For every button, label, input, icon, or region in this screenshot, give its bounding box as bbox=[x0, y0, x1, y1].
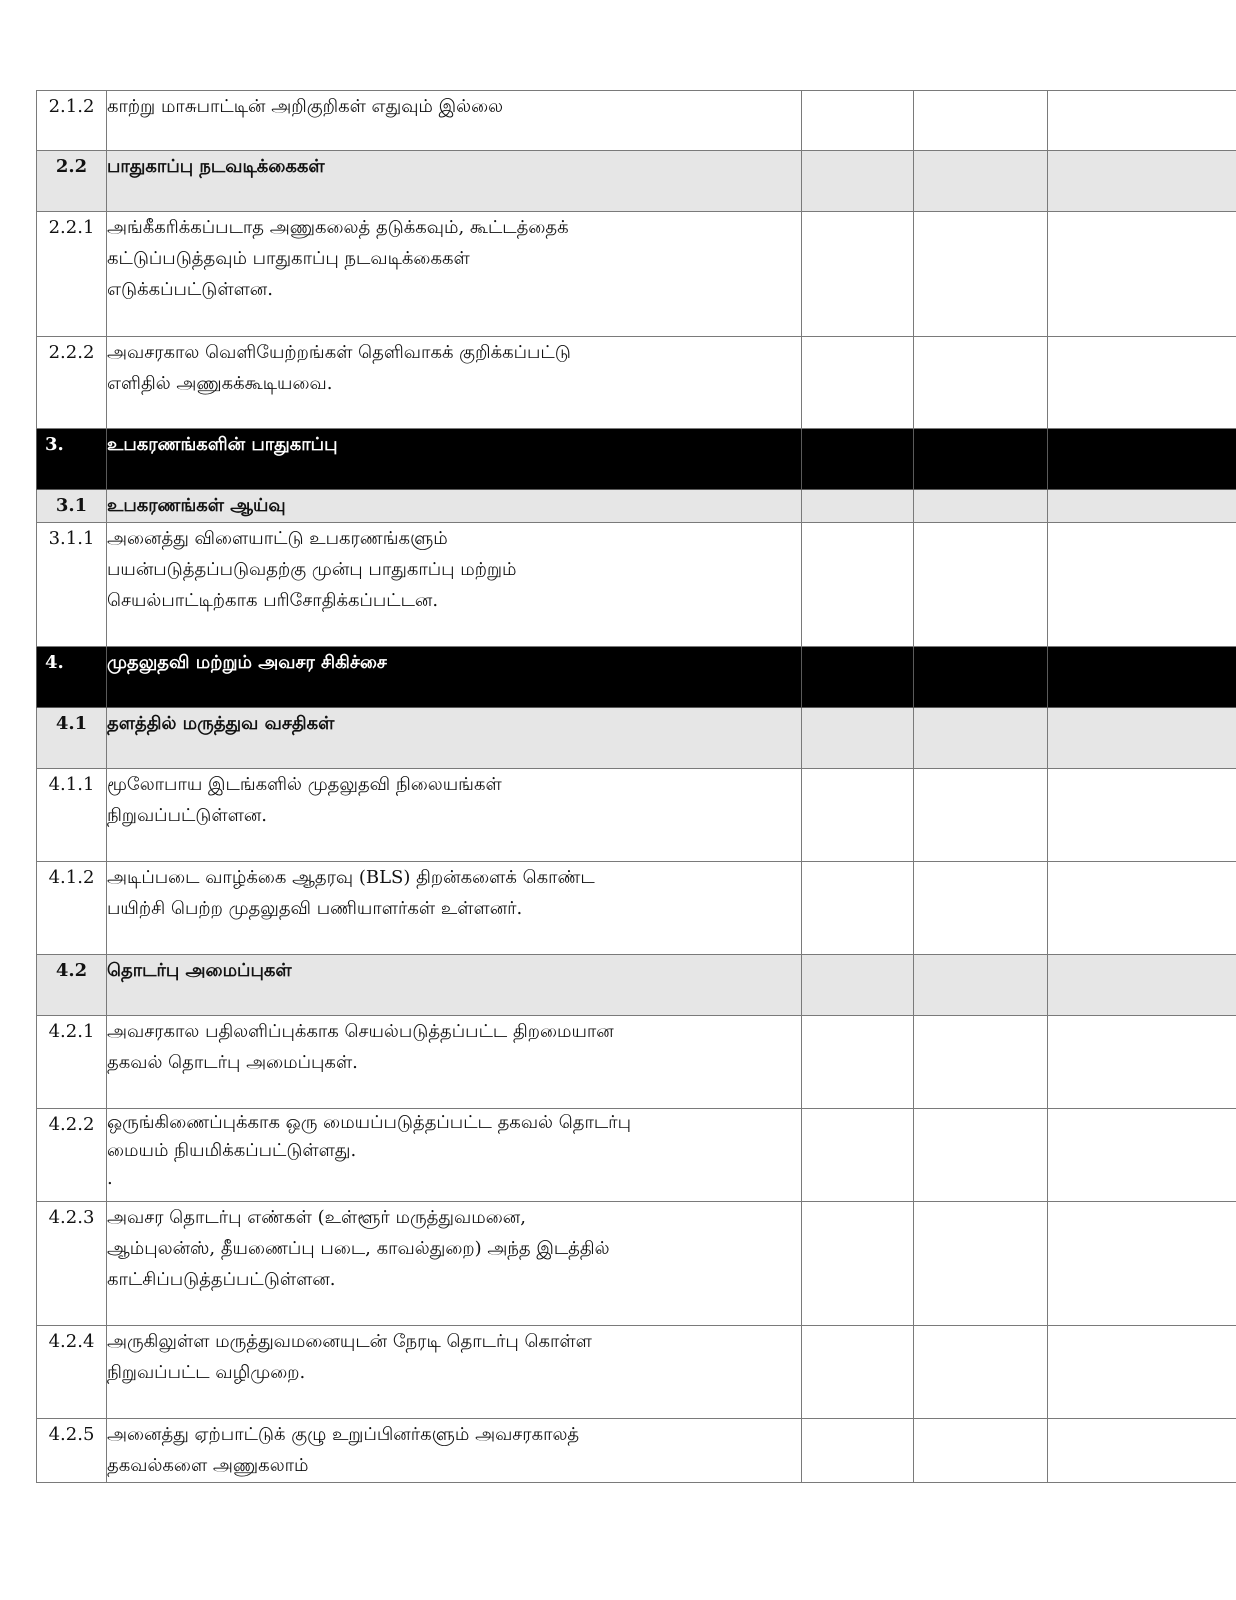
item-number: 2.1.2 bbox=[37, 91, 107, 151]
checklist-table bbox=[36, 90, 1236, 1483]
check-cell[interactable] bbox=[914, 862, 1048, 955]
check-cell[interactable] bbox=[914, 523, 1048, 647]
section-row bbox=[37, 429, 1236, 490]
table-row bbox=[37, 1326, 1236, 1419]
subsection-title: தளத்தில் மருத்துவ வசதிகள் bbox=[107, 708, 802, 769]
check-cell[interactable] bbox=[914, 1419, 1048, 1483]
table-row bbox=[37, 1016, 1236, 1109]
remarks-cell[interactable] bbox=[1048, 91, 1236, 151]
subsection-number: 4.2 bbox=[37, 955, 107, 1016]
remarks-cell bbox=[1048, 955, 1236, 1016]
check-cell[interactable] bbox=[914, 1202, 1048, 1326]
table-row bbox=[37, 337, 1236, 429]
table-row bbox=[37, 212, 1236, 337]
check-cell bbox=[802, 955, 914, 1016]
check-cell[interactable] bbox=[914, 337, 1048, 429]
subsection-row bbox=[37, 151, 1236, 212]
subsection-number: 2.2 bbox=[37, 151, 107, 212]
check-cell[interactable] bbox=[914, 212, 1048, 337]
item-number: 4.2.1 bbox=[37, 1016, 107, 1109]
item-text: அனைத்து விளையாட்டு உபகரணங்களும் பயன்படுத்தப்படுவதற்கு முன்பு பாதுகாப்பு மற்றும் செயல்பாட்டிற்காக பரிசோதிக்கப்பட்டன. bbox=[107, 523, 802, 647]
check-cell[interactable] bbox=[802, 1326, 914, 1419]
remarks-cell[interactable] bbox=[1048, 769, 1236, 862]
check-cell bbox=[914, 151, 1048, 212]
subsection-title: பாதுகாப்பு நடவடிக்கைகள் bbox=[107, 151, 802, 212]
remarks-cell[interactable] bbox=[1048, 1016, 1236, 1109]
check-cell[interactable] bbox=[802, 1202, 914, 1326]
check-cell[interactable] bbox=[914, 1016, 1048, 1109]
item-text: மூலோபாய இடங்களில் முதலுதவி நிலையங்கள் நிறுவப்பட்டுள்ளன. bbox=[107, 769, 802, 862]
table-row bbox=[37, 1419, 1236, 1483]
item-number: 4.2.4 bbox=[37, 1326, 107, 1419]
check-cell bbox=[802, 490, 914, 523]
section-fill-cell bbox=[914, 647, 1048, 708]
remarks-cell[interactable] bbox=[1048, 1326, 1236, 1419]
item-number: 4.2.3 bbox=[37, 1202, 107, 1326]
section-row bbox=[37, 647, 1236, 708]
check-cell[interactable] bbox=[802, 337, 914, 429]
section-fill-cell bbox=[914, 429, 1048, 490]
item-text: அவசரகால பதிலளிப்புக்காக செயல்படுத்தப்பட்ட திறமையான தகவல் தொடர்பு அமைப்புகள். bbox=[107, 1016, 802, 1109]
check-cell bbox=[914, 490, 1048, 523]
subsection-row bbox=[37, 708, 1236, 769]
check-cell[interactable] bbox=[802, 1109, 914, 1202]
item-number: 4.1.1 bbox=[37, 769, 107, 862]
remarks-cell[interactable] bbox=[1048, 337, 1236, 429]
item-text: அவசரகால வெளியேற்றங்கள் தெளிவாகக் குறிக்கப்பட்டு எளிதில் அணுகக்கூடியவை. bbox=[107, 337, 802, 429]
check-cell[interactable] bbox=[802, 212, 914, 337]
remarks-cell bbox=[1048, 490, 1236, 523]
section-fill-cell bbox=[1048, 429, 1236, 490]
item-number: 2.2.2 bbox=[37, 337, 107, 429]
check-cell bbox=[914, 708, 1048, 769]
item-number: 4.1.2 bbox=[37, 862, 107, 955]
section-title: முதலுதவி மற்றும் அவசர சிகிச்சை bbox=[107, 647, 802, 708]
remarks-cell bbox=[1048, 708, 1236, 769]
table-row bbox=[37, 862, 1236, 955]
item-text: அனைத்து ஏற்பாட்டுக் குழு உறுப்பினர்களும் அவசரகாலத் தகவல்களை அணுகலாம் bbox=[107, 1419, 802, 1483]
table-row bbox=[37, 523, 1236, 647]
check-cell[interactable] bbox=[802, 769, 914, 862]
remarks-cell[interactable] bbox=[1048, 523, 1236, 647]
subsection-row bbox=[37, 955, 1236, 1016]
section-number: 4. bbox=[37, 647, 107, 708]
remarks-cell[interactable] bbox=[1048, 1109, 1236, 1202]
check-cell[interactable] bbox=[914, 91, 1048, 151]
item-text: அங்கீகரிக்கப்படாத அணுகலைத் தடுக்கவும், கூட்டத்தைக் கட்டுப்படுத்தவும் பாதுகாப்பு நடவடிக்கைகள் எடுக்கப்பட்டுள்ளன. bbox=[107, 212, 802, 337]
item-text: அருகிலுள்ள மருத்துவமனையுடன் நேரடி தொடர்பு கொள்ள நிறுவப்பட்ட வழிமுறை. bbox=[107, 1326, 802, 1419]
table-row bbox=[37, 769, 1236, 862]
section-fill-cell bbox=[802, 647, 914, 708]
item-number: 3.1.1 bbox=[37, 523, 107, 647]
table-row bbox=[37, 1202, 1236, 1326]
item-number: 2.2.1 bbox=[37, 212, 107, 337]
subsection-row bbox=[37, 490, 1236, 523]
section-fill-cell bbox=[1048, 647, 1236, 708]
remarks-cell[interactable] bbox=[1048, 1419, 1236, 1483]
check-cell bbox=[802, 151, 914, 212]
subsection-number: 3.1 bbox=[37, 490, 107, 523]
section-number: 3. bbox=[37, 429, 107, 490]
section-fill-cell bbox=[802, 429, 914, 490]
check-cell[interactable] bbox=[802, 91, 914, 151]
check-cell[interactable] bbox=[914, 1326, 1048, 1419]
subsection-title: உபகரணங்கள் ஆய்வு bbox=[107, 490, 802, 523]
item-text: அவசர தொடர்பு எண்கள் (உள்ளூர் மருத்துவமனை, ஆம்புலன்ஸ், தீயணைப்பு படை, காவல்துறை) அந்த இடத்தில் காட்சிப்படுத்தப்பட்டுள்ளன. bbox=[107, 1202, 802, 1326]
table-row bbox=[37, 1109, 1236, 1202]
item-number: 4.2.5 bbox=[37, 1419, 107, 1483]
check-cell[interactable] bbox=[914, 769, 1048, 862]
item-text: காற்று மாசுபாட்டின் அறிகுறிகள் எதுவும் இல்லை bbox=[107, 91, 802, 151]
table-row bbox=[37, 91, 1236, 151]
remarks-cell[interactable] bbox=[1048, 212, 1236, 337]
remarks-cell[interactable] bbox=[1048, 862, 1236, 955]
check-cell[interactable] bbox=[914, 1109, 1048, 1202]
check-cell bbox=[802, 708, 914, 769]
check-cell[interactable] bbox=[802, 523, 914, 647]
remarks-cell[interactable] bbox=[1048, 1202, 1236, 1326]
subsection-title: தொடர்பு அமைப்புகள் bbox=[107, 955, 802, 1016]
section-title: உபகரணங்களின் பாதுகாப்பு bbox=[107, 429, 802, 490]
check-cell bbox=[914, 955, 1048, 1016]
check-cell[interactable] bbox=[802, 1419, 914, 1483]
item-number: 4.2.2 bbox=[37, 1109, 107, 1202]
item-text: ஒருங்கிணைப்புக்காக ஒரு மையப்படுத்தப்பட்ட தகவல் தொடர்பு மையம் நியமிக்கப்பட்டுள்ளது. . bbox=[107, 1109, 802, 1202]
item-text: அடிப்படை வாழ்க்கை ஆதரவு (BLS) திறன்களைக் கொண்ட பயிற்சி பெற்ற முதலுதவி பணியாளர்கள் உள்ளனர். bbox=[107, 862, 802, 955]
subsection-number: 4.1 bbox=[37, 708, 107, 769]
check-cell[interactable] bbox=[802, 1016, 914, 1109]
remarks-cell bbox=[1048, 151, 1236, 212]
check-cell[interactable] bbox=[802, 862, 914, 955]
